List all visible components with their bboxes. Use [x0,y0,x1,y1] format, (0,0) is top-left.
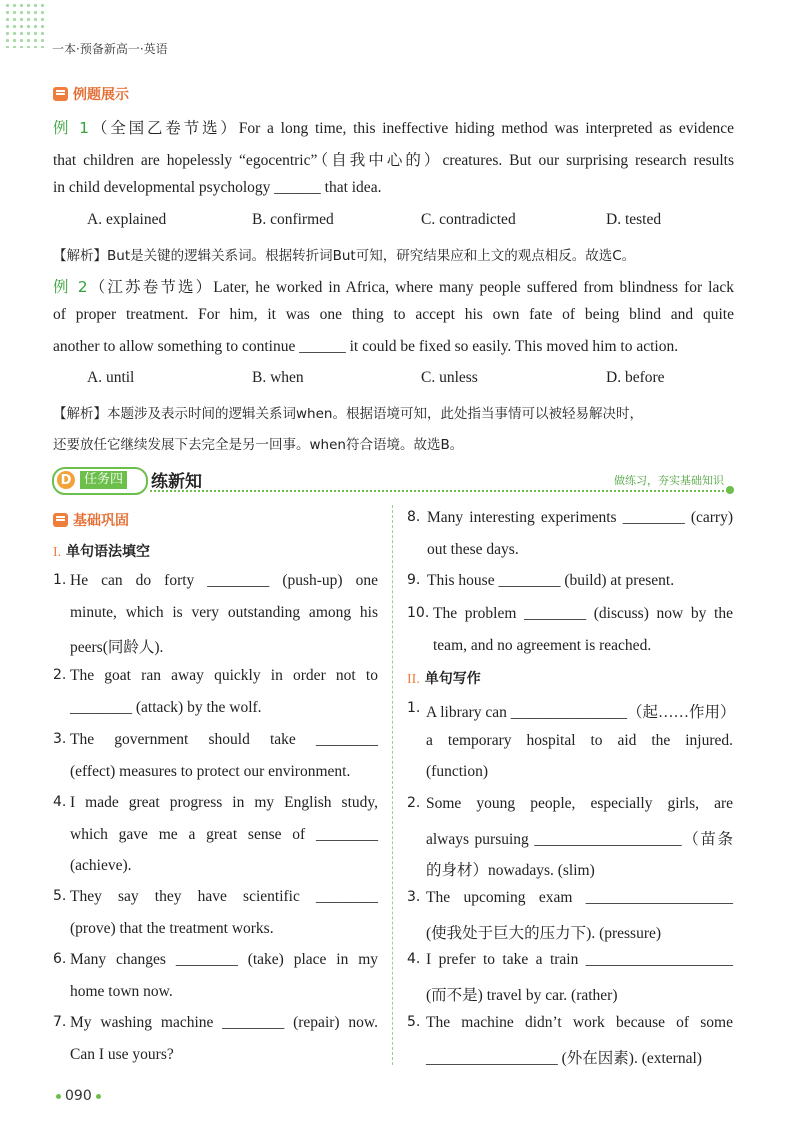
example2-label: 例 2 [53,278,88,296]
item-line: I prefer to take a train ___________________ [426,951,733,968]
item-number: 8. [407,509,421,525]
page-dot-icon [56,1094,61,1099]
item-line: peers(同龄人). [70,639,164,656]
part2-title: 单句写作 [424,671,481,687]
example1-option-d: D. tested [606,211,662,228]
basics-section-title: 基础巩固 [73,513,129,529]
item-line: (prove) that the treatment works. [70,919,274,937]
example1-option-c: C. contradicted [421,211,516,228]
item-line: always pursuing ___________________（苗条 [426,830,733,848]
item-line: ________ (attack) by the wolf. [70,698,262,716]
item-number: 2. [407,795,421,811]
item-number: 10. [407,605,430,621]
task-title: 练新知 [151,472,202,492]
example2-analysis-line1: 【解析】本题涉及表示时间的逻辑关系词when。根据语境可知，此处指当事情可以被轻易解决时， [53,406,643,422]
example2-option-c: C. unless [421,369,478,386]
item-line: Some young people, especially girls, are [426,795,733,812]
task-note: 做练习，夯实基础知识 [614,474,724,487]
example2-option-b: B. when [252,369,304,386]
item-line: The machine didn’t work because of some [426,1014,733,1031]
item-number: 3. [53,731,67,747]
item-line: (effect) measures to protect our environment. [70,762,351,780]
item-line: (而不是) travel by car. (rather) [426,986,618,1004]
item-number: 1. [407,700,421,716]
item-line: He can do forty ________ (push-up) one [70,572,378,589]
item-line: (function) [426,763,488,780]
item-line: The goat ran away quickly in order not to [70,667,378,684]
item-number: 5. [53,888,67,904]
item-line: Many interesting experiments ________ (carry) [427,509,733,526]
item-number: 2. [53,667,67,683]
item-line: home town now. [70,982,173,1000]
running-title: 一本·预备新高一·英语 [52,42,168,56]
item-line: The upcoming exam ___________________ [426,889,733,906]
example1-line3: in child developmental psychology ______ that idea. [53,179,382,196]
examples-section-heading [53,84,129,104]
item-line: _________________ (外在因素). (external) [426,1049,702,1067]
decorative-dot-grid [4,2,48,48]
item-line: which gave me a great sense of ________ [70,825,378,843]
part2-roman: II. [407,672,420,687]
item-number: 4. [53,794,67,810]
example1-option-b: B. confirmed [252,211,334,228]
item-line: (使我处于巨大的压力下). (pressure) [426,924,662,942]
item-number: 5. [407,1014,421,1030]
part1-roman: I. [53,545,62,560]
item-line: The problem ________ (discuss) now by the [433,605,733,622]
item-number: 6. [53,951,67,967]
item-line: The government should take ________ [70,731,378,748]
example1-line2: that children are hopelessly “egocentric”（自我中心的）creatures. But our surprising research results [53,152,734,169]
task-dotted-rule [150,490,732,492]
page-number: 090 [52,1088,105,1104]
column-divider [392,505,393,1065]
item-number: 1. [53,572,67,588]
item-line: team, and no agreement is reached. [433,637,652,654]
item-line: My washing machine ________ (repair) now. [70,1014,378,1031]
item-line: A library can _______________（起……作用） [426,704,736,721]
item-line: Many changes ________ (take) place in my [70,951,378,968]
example2-option-d: D. before [606,369,665,386]
item-number: 7. [53,1014,67,1030]
task-end-dot [726,486,734,494]
example1-line1: 例 1（全国乙卷节选）For a long time, this ineffective hiding method was interpreted as evidence [53,119,734,137]
example1-label: 例 1 [53,119,90,137]
item-line: minute, which is very outstanding among his [70,603,378,621]
item-line: I made great progress in my English study, [70,794,378,811]
task-label: 任务四 [80,471,127,489]
part1-heading [53,541,150,561]
item-line: This house ________ (build) at present. [427,572,675,589]
basics-section-heading [53,510,129,530]
example2-line3: another to allow something to continue ______ it could be fixed so easily. This moved him to action. [53,338,679,355]
item-line: They say they have scientific ________ [70,888,378,905]
section-badge-icon [53,87,68,101]
example2-option-a: A. until [87,369,135,386]
item-line: a temporary hospital to aid the injured. [426,731,733,749]
item-line: 的身材）nowadays. (slim) [426,862,595,879]
part1-title: 单句语法填空 [66,544,151,560]
item-line: out these days. [427,541,519,558]
example1-analysis: 【解析】But是关键的逻辑关系词。根据转折词But可知，研究结果应和上文的观点相反。故选C。 [53,248,636,264]
section-badge-icon [53,513,68,527]
task-pill [52,467,148,495]
task-banner [52,467,734,493]
item-number: 9. [407,572,421,588]
example1-option-a: A. explained [87,211,167,228]
example2-line2: of proper treatment. For him, it was one thing to accept his own fate of being blind and quite [53,306,734,323]
task-badge-icon: D [57,471,75,489]
examples-section-title: 例题展示 [73,87,129,103]
example2-analysis-line2: 还要放任它继续发展下去完全是另一回事。when符合语境。故选B。 [53,437,464,453]
item-number: 3. [407,889,421,905]
item-line: Can I use yours? [70,1045,174,1063]
page-dot-icon [96,1094,101,1099]
item-number: 4. [407,951,421,967]
item-line: (achieve). [70,857,132,874]
example2-line1: 例 2（江苏卷节选）Later, he worked in Africa, where many people suffered from blindness for lack [53,278,734,296]
part2-heading [407,668,481,688]
